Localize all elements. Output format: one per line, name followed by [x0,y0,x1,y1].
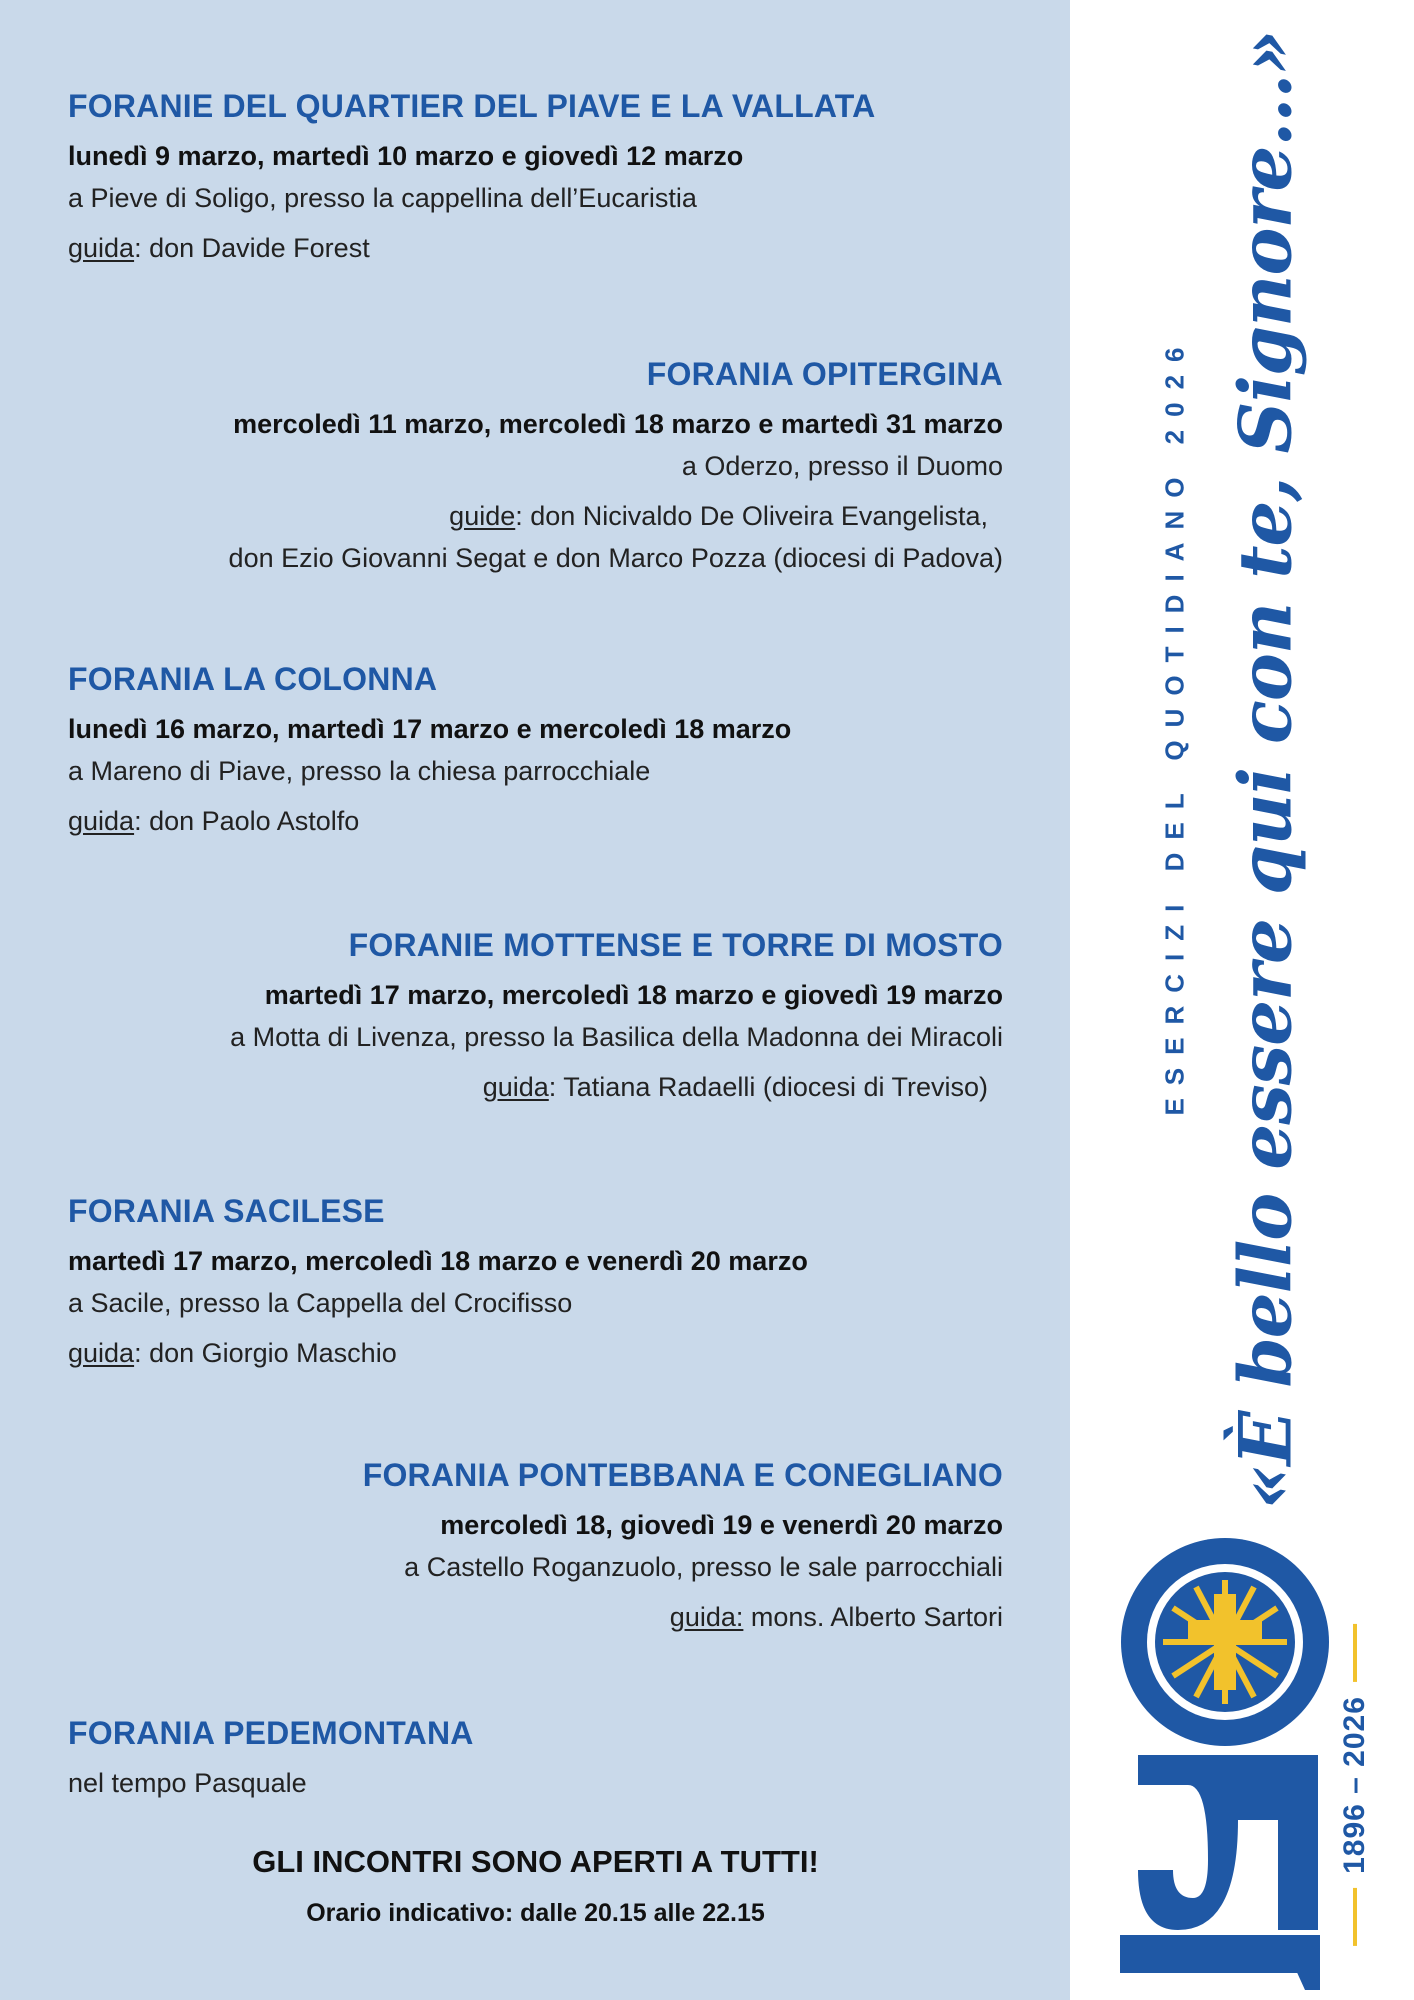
logo-150 [1118,1530,1333,1945]
section-quartier-del-piave [68,86,1003,266]
section-title: FORANIA LA COLONNA [68,661,438,697]
section-title: FORANIE DEL QUARTIER DEL PIAVE E LA VALLATA [68,88,876,124]
vertical-title [1160,334,1191,1115]
section-dates: mercoledì 18, giovedì 19 e venerdì 20 marzo [440,1510,1003,1540]
section-guide [68,1335,1003,1371]
section-guide [68,498,1003,576]
section-dates: mercoledì 11 marzo, mercoledì 18 marzo e martedì 31 marzo [233,409,1003,439]
years-text: 1896 – 2026 [1338,1696,1371,1874]
schedule-hours: Orario indicativo: dalle 20.15 alle 22.15 [306,1899,765,1927]
section-dates: lunedì 16 marzo, martedì 17 marzo e mercoledì 18 marzo [68,714,792,744]
guide-text: : don Nicivaldo De Oliveira Evangelista, [515,501,988,531]
section-pedemontana [68,1713,1003,1801]
section-dates: martedì 17 marzo, mercoledì 18 marzo e venerdì 20 marzo [68,1246,808,1276]
section-opitergina [68,354,1003,576]
section-dates: martedì 17 marzo, mercoledì 18 marzo e giovedì 19 marzo [264,980,1003,1010]
guide-line: don Ezio Giovanni Segat e don Marco Pozza (diocesi di Padova) [228,543,1003,573]
guide-text: : don Paolo Astolfo [134,806,360,836]
section-title: FORANIA OPITERGINA [646,356,1003,392]
caps-title: ESERCIZI DEL QUOTIDIANO 2026 [1159,334,1190,1116]
section-title: FORANIA SACILESE [68,1193,385,1229]
guide-label: guida [68,806,135,836]
logo-one-bar [1120,1935,1320,1990]
guide-label: guida [68,1338,135,1368]
open-to-all-notice: GLI INCONTRI SONO APERTI A TUTTI! [252,1844,819,1879]
section-dates: lunedì 9 marzo, martedì 10 marzo e giovedì 12 marzo [68,141,744,171]
yellow-bar [1353,1888,1357,1946]
guide-text: mons. Alberto Sartori [743,1602,1003,1632]
section-title: FORANIA PEDEMONTANA [68,1715,474,1751]
section-place: a Castello Roganzuolo, presso le sale parrocchiali [404,1552,1003,1582]
section-la-colonna [68,659,1003,839]
section-guide [68,1069,1003,1105]
guide-text: : Tatiana Radaelli (diocesi di Treviso) [548,1072,988,1102]
section-title: FORANIA PONTEBBANA E CONEGLIANO [362,1457,1003,1493]
script-title: «È bello essere qui con te, Signore...» [1222,30,1308,1510]
section-guide [68,230,1003,266]
section-place: nel tempo Pasquale [68,1768,307,1798]
yellow-bar [1353,1624,1357,1682]
years-rotator [1338,1610,1372,1960]
section-mottense [68,925,1003,1105]
guide-text: : don Davide Forest [134,233,370,263]
guide-label: guida: [669,1602,744,1632]
footer [68,1842,1003,1930]
section-place: a Motta di Livenza, presso la Basilica della Madonna dei Miracoli [230,1022,1003,1052]
guide-label: guide [449,501,516,531]
section-place: a Sacile, presso la Cappella del Crocifisso [68,1288,573,1318]
section-guide [68,1599,1003,1635]
guide-label: guida [68,233,135,263]
years-label [1338,1610,1372,1960]
section-sacilese [68,1191,1003,1371]
section-place: a Mareno di Piave, presso la chiesa parrocchiale [68,756,651,786]
guide-label: guida [482,1072,549,1102]
guide-text: : don Giorgio Maschio [134,1338,397,1368]
section-guide [68,803,1003,839]
section-title: FORANIE MOTTENSE E TORRE DI MOSTO [348,927,1003,963]
section-place: a Oderzo, presso il Duomo [681,451,1003,481]
section-place: a Pieve di Soligo, presso la cappellina dell’Eucaristia [68,183,697,213]
section-pontebbana [68,1455,1003,1635]
seal-icon [1121,1538,1329,1746]
script-title-rotator [1223,31,1308,1510]
logo-150-graphic [1118,1530,1333,1940]
guide-line [68,498,1003,534]
